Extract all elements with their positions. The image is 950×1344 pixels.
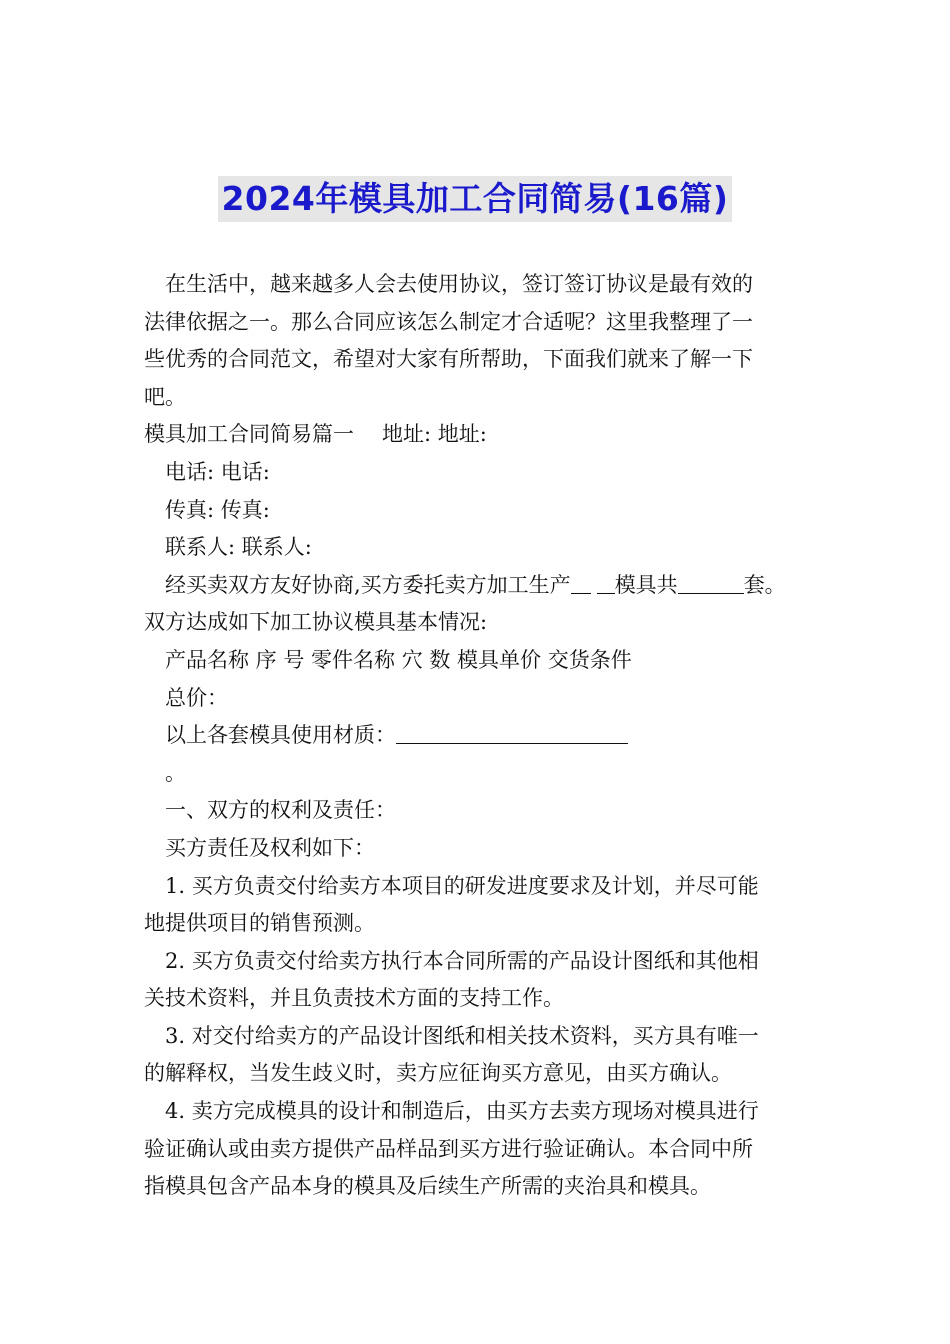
item-line: 验证确认或由卖方提供产品样品到买方进行验证确认。本合同中所 <box>144 1136 753 1161</box>
blank-line <box>678 569 744 594</box>
address-label: 地址: 地址: <box>382 422 487 447</box>
material-line <box>144 717 812 755</box>
item-line: 4. 卖方完成模具的设计和制造后，由买方去卖方现场对模具进行 <box>165 1099 759 1124</box>
intro-line: 些优秀的合同范文，希望对大家有所帮助，下面我们就来了解一下 <box>144 347 753 372</box>
intro-line: 吧。 <box>144 384 186 409</box>
intro-line: 法律依据之一。那么合同应该怎么制定才合适呢？这里我整理了一 <box>144 309 753 334</box>
agreement-text: 模具共 <box>614 572 678 597</box>
agreement-line-2: 双方达成如下加工协议模具基本情况: <box>144 610 488 635</box>
document-body <box>144 266 812 1206</box>
agreement-line <box>144 567 812 605</box>
blank-line <box>571 569 591 594</box>
blank-line <box>396 719 628 744</box>
item-line: 2. 买方负责交付给卖方执行本合同所需的产品设计图纸和其他相 <box>165 948 759 973</box>
blank-line <box>597 569 615 594</box>
item-line: 的解释权，当发生歧义时，卖方应征询买方意见，由买方确认。 <box>144 1061 732 1086</box>
agreement-text: 经买卖双方友好协商,买方委托卖方加工生产 <box>165 572 571 597</box>
intro-line: 在生活中，越来越多人会去使用协议，签订签订协议是最有效的 <box>165 272 753 296</box>
material-end: 。 <box>165 760 186 785</box>
item-line: 1. 买方负责交付给卖方本项目的研发进度要求及计划，并尽可能 <box>165 873 759 898</box>
contact-label: 联系人: 联系人: <box>165 535 312 560</box>
section-one-label: 模具加工合同简易篇一 <box>144 422 354 447</box>
item-line: 指模具包含产品本身的模具及后续生产所需的夹治具和模具。 <box>144 1174 711 1199</box>
item-line: 地提供项目的销售预测。 <box>144 911 375 936</box>
phone-label: 电话: 电话: <box>165 459 270 484</box>
buyer-heading: 买方责任及权利如下： <box>165 835 375 860</box>
table-header-line: 产品名称 序 号 零件名称 穴 数 模具单价 交货条件 <box>165 647 632 672</box>
item-line: 3. 对交付给卖方的产品设计图纸和相关技术资料，买方具有唯一 <box>165 1023 759 1048</box>
title-area <box>0 176 950 222</box>
rights-heading: 一、双方的权利及责任： <box>165 798 396 823</box>
document-title: 2024年模具加工合同简易(16篇) <box>218 176 733 222</box>
material-label: 以上各套模具使用材质： <box>165 723 396 748</box>
agreement-text: 套。 <box>743 572 786 597</box>
fax-label: 传真: 传真: <box>165 497 270 522</box>
section-one-line <box>144 416 812 454</box>
item-line: 关技术资料，并且负责技术方面的支持工作。 <box>144 986 564 1011</box>
total-price-line: 总价： <box>165 685 228 710</box>
